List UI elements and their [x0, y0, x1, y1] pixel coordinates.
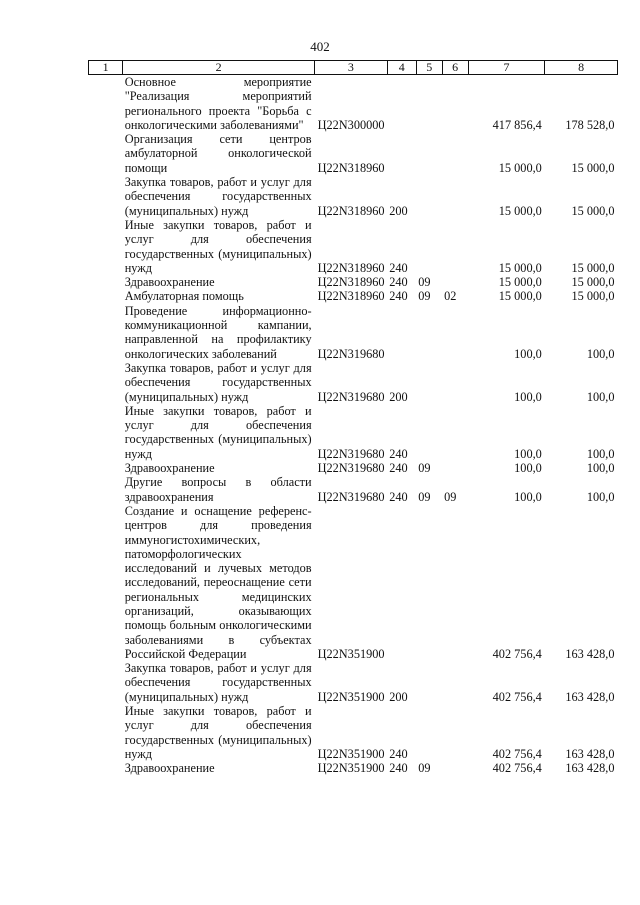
cell-amount-2: 15 000,0	[571, 275, 615, 290]
cell-target-code: Ц22N351900	[317, 689, 385, 704]
cell-amount-2: 100,0	[586, 446, 615, 461]
header-col-3: 3	[315, 61, 388, 75]
cell-amount-2: 15 000,0	[571, 260, 615, 275]
cell-empty	[89, 461, 123, 475]
cell-section	[416, 404, 442, 461]
cell-expense-type: 240	[389, 461, 408, 476]
cell-amount-2: 163 428,0	[565, 746, 615, 761]
cell-amount-2: 100,0	[586, 389, 615, 404]
cell-amount-1: 100,0	[514, 389, 542, 404]
cell-subsection	[442, 304, 468, 361]
cell-section	[416, 75, 442, 133]
cell-amount-1: 100,0	[514, 461, 542, 476]
cell-empty	[89, 175, 123, 218]
cell-subsection	[442, 218, 468, 275]
table-row	[89, 218, 618, 275]
cell-section: 09	[418, 289, 431, 304]
cell-target-code: Ц22N351900	[317, 746, 385, 761]
cell-amount-1: 15 000,0	[498, 160, 542, 175]
cell-name: Здравоохранение	[124, 461, 215, 476]
cell-empty	[89, 218, 123, 275]
cell-empty	[89, 475, 123, 504]
cell-target-code: Ц22N319680	[317, 389, 385, 404]
cell-section: 09	[418, 489, 431, 504]
cell-name: Закупка товаров, работ и услуг для обеспечения государственных (муниципальных) нужд	[124, 175, 312, 218]
cell-name: Другие вопросы в области здравоохранения	[124, 475, 312, 504]
cell-amount-1: 15 000,0	[498, 289, 542, 304]
cell-amount-1: 100,0	[514, 446, 542, 461]
cell-amount-2: 100,0	[586, 346, 615, 361]
table-row	[89, 132, 618, 175]
cell-expense-type: 200	[389, 203, 408, 218]
cell-expense-type	[387, 132, 416, 175]
table-body	[89, 75, 618, 776]
cell-expense-type: 240	[389, 746, 408, 761]
cell-amount-1: 15 000,0	[498, 275, 542, 290]
cell-amount-2: 100,0	[586, 489, 615, 504]
cell-amount-1: 100,0	[514, 489, 542, 504]
cell-amount-1: 15 000,0	[498, 260, 542, 275]
cell-subsection	[442, 132, 468, 175]
cell-target-code: Ц22N318960	[317, 260, 385, 275]
table-row	[89, 289, 618, 303]
table-row	[89, 275, 618, 289]
cell-section	[416, 132, 442, 175]
cell-empty	[89, 661, 123, 704]
cell-amount-2: 15 000,0	[571, 289, 615, 304]
cell-subsection	[442, 704, 468, 761]
table-row	[89, 475, 618, 504]
cell-expense-type: 240	[389, 489, 408, 504]
cell-target-code: Ц22N319680	[317, 346, 385, 361]
cell-amount-2: 163 428,0	[565, 761, 615, 776]
cell-subsection	[442, 175, 468, 218]
cell-section: 09	[418, 461, 431, 476]
cell-section	[416, 304, 442, 361]
cell-expense-type	[387, 304, 416, 361]
cell-empty	[89, 75, 123, 133]
cell-amount-1: 100,0	[514, 346, 542, 361]
cell-expense-type: 240	[389, 289, 408, 304]
table-row	[89, 361, 618, 404]
header-col-4: 4	[387, 61, 416, 75]
cell-empty	[89, 761, 123, 775]
cell-section: 09	[418, 761, 431, 776]
cell-amount-2: 163 428,0	[565, 689, 615, 704]
table-row	[89, 504, 618, 661]
cell-empty	[89, 289, 123, 303]
cell-target-code: Ц22N319680	[317, 461, 385, 476]
cell-name: Иные закупки товаров, работ и услуг для обеспечения государственных (муниципальных) нужд	[124, 403, 312, 461]
cell-empty	[89, 275, 123, 289]
cell-name: Организация сети центров амбулаторной онкологической помощи	[124, 132, 312, 175]
cell-name: Здравоохранение	[124, 275, 215, 290]
header-col-1: 1	[89, 61, 123, 75]
cell-name: Закупка товаров, работ и услуг для обеспечения государственных (муниципальных) нужд	[124, 360, 312, 404]
cell-amount-1: 402 756,4	[492, 689, 542, 704]
cell-expense-type: 240	[389, 260, 408, 275]
page-number: 402	[310, 39, 330, 54]
cell-expense-type	[387, 75, 416, 133]
cell-target-code: Ц22N318960	[317, 275, 385, 290]
cell-name: Создание и оснащение референс-центров для проведения иммуногистохимических, патоморфологических исследований и лучевых методов исследований, переоснащение сети региональных медицинских организаций, оказывающих помощь больным онкологическими заболеваниями в субъектах Российской Федерации	[124, 503, 312, 661]
table-row	[89, 461, 618, 475]
cell-target-code: Ц22N300000	[317, 117, 385, 132]
table-row	[89, 75, 618, 133]
cell-section: 09	[418, 275, 431, 290]
header-row	[89, 61, 618, 75]
cell-section	[416, 704, 442, 761]
cell-empty	[89, 304, 123, 361]
cell-target-code: Ц22N318960	[317, 160, 385, 175]
cell-amount-1: 15 000,0	[498, 203, 542, 218]
cell-name: Иные закупки товаров, работ и услуг для обеспечения государственных (муниципальных) нужд	[124, 704, 312, 761]
cell-amount-2: 15 000,0	[571, 160, 615, 175]
cell-name: Проведение информационно-коммуникационной кампании, направленной на профилактику онкологических заболеваний	[124, 303, 312, 361]
header-col-2: 2	[123, 61, 315, 75]
cell-amount-2: 163 428,0	[565, 646, 615, 661]
cell-subsection	[442, 75, 468, 133]
cell-name: Иные закупки товаров, работ и услуг для обеспечения государственных (муниципальных) нужд	[124, 217, 312, 275]
header-col-7: 7	[468, 61, 545, 75]
cell-amount-1: 417 856,4	[492, 117, 542, 132]
cell-subsection	[442, 761, 468, 775]
cell-target-code: Ц22N319680	[317, 446, 385, 461]
table-row	[89, 175, 618, 218]
cell-expense-type	[387, 504, 416, 661]
cell-subsection	[442, 661, 468, 704]
table-row	[89, 404, 618, 461]
cell-expense-type: 240	[389, 446, 408, 461]
cell-subsection: 02	[444, 289, 457, 304]
cell-amount-1: 402 756,4	[492, 761, 542, 776]
cell-section	[416, 218, 442, 275]
cell-empty	[89, 361, 123, 404]
cell-amount-1: 402 756,4	[492, 746, 542, 761]
cell-target-code: Ц22N318960	[317, 289, 385, 304]
cell-expense-type: 200	[389, 389, 408, 404]
cell-name: Здравоохранение	[124, 761, 215, 776]
header-col-8: 8	[545, 61, 618, 75]
table-row	[89, 661, 618, 704]
table-row	[89, 304, 618, 361]
header-col-6: 6	[442, 61, 468, 75]
cell-subsection	[442, 404, 468, 461]
cell-subsection	[442, 461, 468, 475]
cell-subsection	[442, 361, 468, 404]
cell-expense-type: 200	[389, 689, 408, 704]
cell-name: Амбулаторная помощь	[124, 289, 244, 304]
cell-section	[416, 361, 442, 404]
budget-table	[88, 60, 618, 776]
cell-empty	[89, 132, 123, 175]
cell-empty	[89, 704, 123, 761]
cell-section	[416, 504, 442, 661]
cell-amount-2: 100,0	[586, 461, 615, 476]
cell-section	[416, 661, 442, 704]
table-row	[89, 704, 618, 761]
cell-empty	[89, 404, 123, 461]
cell-empty	[89, 504, 123, 661]
cell-expense-type: 240	[389, 275, 408, 290]
cell-section	[416, 175, 442, 218]
cell-target-code: Ц22N351900	[317, 646, 385, 661]
cell-name: Основное мероприятие "Реализация мероприятий регионального проекта "Борьба с онкологическими заболеваниями"	[124, 75, 312, 132]
cell-subsection	[442, 504, 468, 661]
cell-target-code: Ц22N319680	[317, 489, 385, 504]
cell-subsection	[442, 275, 468, 289]
cell-target-code: Ц22N318960	[317, 203, 385, 218]
cell-target-code: Ц22N351900	[317, 761, 385, 776]
cell-name: Закупка товаров, работ и услуг для обеспечения государственных (муниципальных) нужд	[124, 661, 312, 704]
table-row	[89, 761, 618, 775]
cell-amount-2: 178 528,0	[565, 117, 615, 132]
table-header	[89, 61, 618, 75]
cell-amount-2: 15 000,0	[571, 203, 615, 218]
cell-expense-type: 240	[389, 761, 408, 776]
cell-subsection: 09	[444, 489, 457, 504]
header-col-5: 5	[416, 61, 442, 75]
cell-amount-1: 402 756,4	[492, 646, 542, 661]
